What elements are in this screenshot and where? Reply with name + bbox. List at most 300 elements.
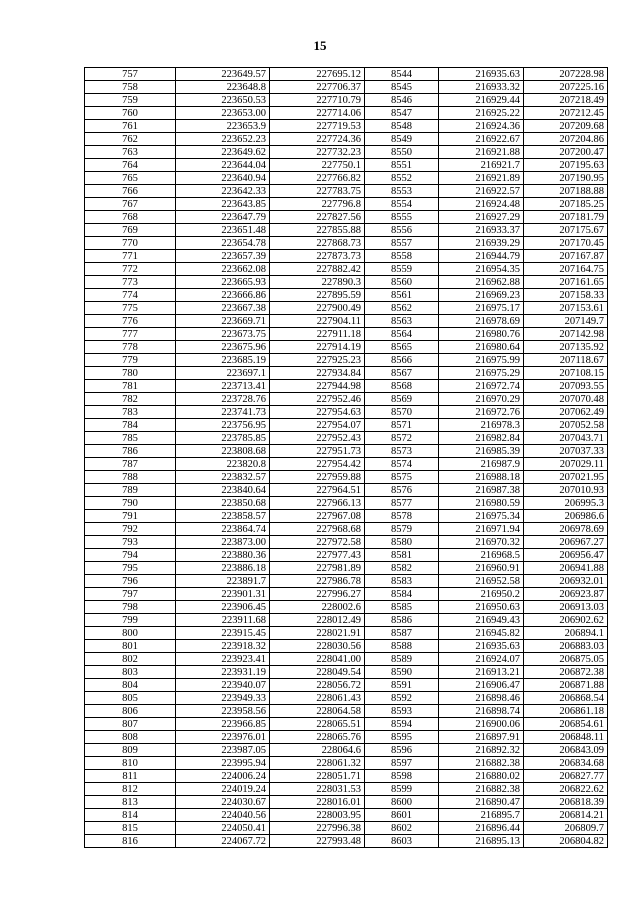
point-number-2-cell: 8581 — [365, 549, 439, 562]
point-number-cell: 776 — [85, 315, 176, 328]
table-row — [85, 692, 608, 705]
x-coordinate-cell: 224006.24 — [176, 770, 270, 783]
y-coordinate-2-cell: 207200.47 — [524, 146, 608, 159]
x-coordinate-cell: 223650.53 — [176, 94, 270, 107]
x-coordinate-2-cell: 216882.38 — [439, 783, 524, 796]
point-number-2-cell: 8582 — [365, 562, 439, 575]
y-coordinate-cell: 227951.73 — [270, 445, 365, 458]
point-number-2-cell: 8568 — [365, 380, 439, 393]
y-coordinate-2-cell: 206875.05 — [524, 653, 608, 666]
point-number-2-cell: 8544 — [365, 68, 439, 81]
point-number-cell: 783 — [85, 406, 176, 419]
x-coordinate-2-cell: 216913.21 — [439, 666, 524, 679]
x-coordinate-cell: 223995.94 — [176, 757, 270, 770]
table-row — [85, 770, 608, 783]
x-coordinate-2-cell: 216921.7 — [439, 159, 524, 172]
y-coordinate-cell: 228064.6 — [270, 744, 365, 757]
table-row — [85, 484, 608, 497]
x-coordinate-cell: 223648.8 — [176, 81, 270, 94]
point-number-cell: 793 — [85, 536, 176, 549]
point-number-2-cell: 8571 — [365, 419, 439, 432]
point-number-cell: 785 — [85, 432, 176, 445]
point-number-cell: 770 — [85, 237, 176, 250]
x-coordinate-2-cell: 216921.89 — [439, 172, 524, 185]
table-row — [85, 575, 608, 588]
point-number-2-cell: 8552 — [365, 172, 439, 185]
y-coordinate-2-cell: 207108.15 — [524, 367, 608, 380]
x-coordinate-cell: 223649.62 — [176, 146, 270, 159]
point-number-cell: 816 — [85, 835, 176, 848]
y-coordinate-cell: 227966.13 — [270, 497, 365, 510]
x-coordinate-2-cell: 216971.94 — [439, 523, 524, 536]
point-number-2-cell: 8603 — [365, 835, 439, 848]
table-row — [85, 419, 608, 432]
x-coordinate-2-cell: 216980.64 — [439, 341, 524, 354]
x-coordinate-2-cell: 216925.22 — [439, 107, 524, 120]
y-coordinate-2-cell: 206827.77 — [524, 770, 608, 783]
point-number-2-cell: 8567 — [365, 367, 439, 380]
x-coordinate-2-cell: 216880.02 — [439, 770, 524, 783]
table-row — [85, 796, 608, 809]
x-coordinate-cell: 223923.41 — [176, 653, 270, 666]
x-coordinate-2-cell: 216882.38 — [439, 757, 524, 770]
x-coordinate-2-cell: 216924.07 — [439, 653, 524, 666]
point-number-2-cell: 8549 — [365, 133, 439, 146]
point-number-2-cell: 8602 — [365, 822, 439, 835]
x-coordinate-2-cell: 216962.88 — [439, 276, 524, 289]
point-number-2-cell: 8596 — [365, 744, 439, 757]
table-row — [85, 705, 608, 718]
table-row — [85, 263, 608, 276]
y-coordinate-cell: 228056.72 — [270, 679, 365, 692]
y-coordinate-cell: 227977.43 — [270, 549, 365, 562]
x-coordinate-cell: 223662.08 — [176, 263, 270, 276]
point-number-cell: 794 — [85, 549, 176, 562]
point-number-cell: 804 — [85, 679, 176, 692]
point-number-2-cell: 8599 — [365, 783, 439, 796]
x-coordinate-2-cell: 216897.91 — [439, 731, 524, 744]
point-number-cell: 801 — [85, 640, 176, 653]
point-number-cell: 782 — [85, 393, 176, 406]
y-coordinate-cell: 228002.6 — [270, 601, 365, 614]
y-coordinate-2-cell: 207161.65 — [524, 276, 608, 289]
point-number-cell: 784 — [85, 419, 176, 432]
y-coordinate-2-cell: 207052.58 — [524, 419, 608, 432]
point-number-cell: 766 — [85, 185, 176, 198]
x-coordinate-cell: 223940.07 — [176, 679, 270, 692]
y-coordinate-cell: 228049.54 — [270, 666, 365, 679]
table-row — [85, 380, 608, 393]
x-coordinate-2-cell: 216987.38 — [439, 484, 524, 497]
table-row — [85, 536, 608, 549]
table-row — [85, 185, 608, 198]
y-coordinate-2-cell: 206822.62 — [524, 783, 608, 796]
y-coordinate-cell: 227766.82 — [270, 172, 365, 185]
y-coordinate-2-cell: 206804.82 — [524, 835, 608, 848]
table-row — [85, 107, 608, 120]
x-coordinate-cell: 224040.56 — [176, 809, 270, 822]
table-row — [85, 731, 608, 744]
table-row — [85, 393, 608, 406]
x-coordinate-2-cell: 216898.46 — [439, 692, 524, 705]
point-number-cell: 807 — [85, 718, 176, 731]
y-coordinate-cell: 227914.19 — [270, 341, 365, 354]
point-number-cell: 810 — [85, 757, 176, 770]
x-coordinate-2-cell: 216978.69 — [439, 315, 524, 328]
table-row — [85, 640, 608, 653]
point-number-2-cell: 8579 — [365, 523, 439, 536]
y-coordinate-2-cell: 207170.45 — [524, 237, 608, 250]
x-coordinate-cell: 223644.04 — [176, 159, 270, 172]
table-row — [85, 133, 608, 146]
y-coordinate-2-cell: 206923.87 — [524, 588, 608, 601]
y-coordinate-2-cell: 207062.49 — [524, 406, 608, 419]
x-coordinate-cell: 223915.45 — [176, 627, 270, 640]
x-coordinate-cell: 223901.31 — [176, 588, 270, 601]
x-coordinate-2-cell: 216975.29 — [439, 367, 524, 380]
x-coordinate-2-cell: 216982.84 — [439, 432, 524, 445]
point-number-cell: 811 — [85, 770, 176, 783]
point-number-2-cell: 8600 — [365, 796, 439, 809]
x-coordinate-2-cell: 216906.47 — [439, 679, 524, 692]
y-coordinate-2-cell: 207118.67 — [524, 354, 608, 367]
y-coordinate-cell: 227972.58 — [270, 536, 365, 549]
point-number-cell: 789 — [85, 484, 176, 497]
y-coordinate-cell: 227750.1 — [270, 159, 365, 172]
y-coordinate-2-cell: 206894.1 — [524, 627, 608, 640]
x-coordinate-2-cell: 216980.76 — [439, 328, 524, 341]
y-coordinate-cell: 227695.12 — [270, 68, 365, 81]
coordinates-table — [84, 67, 608, 848]
point-number-cell: 790 — [85, 497, 176, 510]
x-coordinate-cell: 223966.85 — [176, 718, 270, 731]
x-coordinate-2-cell: 216933.32 — [439, 81, 524, 94]
x-coordinate-2-cell: 216895.13 — [439, 835, 524, 848]
y-coordinate-2-cell: 207190.95 — [524, 172, 608, 185]
point-number-cell: 761 — [85, 120, 176, 133]
point-number-cell: 808 — [85, 731, 176, 744]
x-coordinate-cell: 223643.85 — [176, 198, 270, 211]
y-coordinate-cell: 228021.91 — [270, 627, 365, 640]
x-coordinate-cell: 223647.79 — [176, 211, 270, 224]
table-row — [85, 809, 608, 822]
x-coordinate-2-cell: 216927.29 — [439, 211, 524, 224]
y-coordinate-2-cell: 207204.86 — [524, 133, 608, 146]
y-coordinate-2-cell: 207093.55 — [524, 380, 608, 393]
x-coordinate-2-cell: 216968.5 — [439, 549, 524, 562]
y-coordinate-2-cell: 206967.27 — [524, 536, 608, 549]
y-coordinate-cell: 227855.88 — [270, 224, 365, 237]
table-row — [85, 835, 608, 848]
y-coordinate-2-cell: 207188.88 — [524, 185, 608, 198]
y-coordinate-2-cell: 207167.87 — [524, 250, 608, 263]
table-row — [85, 237, 608, 250]
x-coordinate-2-cell: 216935.63 — [439, 640, 524, 653]
point-number-2-cell: 8601 — [365, 809, 439, 822]
table-row — [85, 458, 608, 471]
y-coordinate-2-cell: 207149.7 — [524, 315, 608, 328]
table-row — [85, 211, 608, 224]
x-coordinate-cell: 223666.86 — [176, 289, 270, 302]
point-number-cell: 814 — [85, 809, 176, 822]
x-coordinate-cell: 224019.24 — [176, 783, 270, 796]
table-row — [85, 120, 608, 133]
point-number-2-cell: 8548 — [365, 120, 439, 133]
x-coordinate-cell: 223864.74 — [176, 523, 270, 536]
y-coordinate-cell: 227964.51 — [270, 484, 365, 497]
point-number-2-cell: 8577 — [365, 497, 439, 510]
table-row — [85, 250, 608, 263]
point-number-cell: 762 — [85, 133, 176, 146]
x-coordinate-cell: 223820.8 — [176, 458, 270, 471]
y-coordinate-cell: 227911.18 — [270, 328, 365, 341]
point-number-cell: 809 — [85, 744, 176, 757]
table-row — [85, 354, 608, 367]
y-coordinate-2-cell: 206818.39 — [524, 796, 608, 809]
point-number-cell: 787 — [85, 458, 176, 471]
y-coordinate-cell: 227981.89 — [270, 562, 365, 575]
y-coordinate-cell: 228030.56 — [270, 640, 365, 653]
point-number-2-cell: 8555 — [365, 211, 439, 224]
table-row — [85, 549, 608, 562]
table-row — [85, 367, 608, 380]
point-number-2-cell: 8590 — [365, 666, 439, 679]
point-number-cell: 773 — [85, 276, 176, 289]
point-number-2-cell: 8598 — [365, 770, 439, 783]
point-number-cell: 765 — [85, 172, 176, 185]
y-coordinate-cell: 227968.68 — [270, 523, 365, 536]
y-coordinate-cell: 227952.46 — [270, 393, 365, 406]
y-coordinate-cell: 227714.06 — [270, 107, 365, 120]
point-number-2-cell: 8585 — [365, 601, 439, 614]
table-row — [85, 588, 608, 601]
point-number-2-cell: 8593 — [365, 705, 439, 718]
y-coordinate-2-cell: 206956.47 — [524, 549, 608, 562]
table-row — [85, 718, 608, 731]
y-coordinate-cell: 227882.42 — [270, 263, 365, 276]
y-coordinate-cell: 227925.23 — [270, 354, 365, 367]
point-number-2-cell: 8570 — [365, 406, 439, 419]
y-coordinate-2-cell: 206843.09 — [524, 744, 608, 757]
x-coordinate-cell: 223697.1 — [176, 367, 270, 380]
y-coordinate-cell: 228065.51 — [270, 718, 365, 731]
x-coordinate-2-cell: 216950.2 — [439, 588, 524, 601]
table-row — [85, 523, 608, 536]
x-coordinate-2-cell: 216892.32 — [439, 744, 524, 757]
point-number-2-cell: 8560 — [365, 276, 439, 289]
table-row — [85, 198, 608, 211]
x-coordinate-cell: 223669.71 — [176, 315, 270, 328]
y-coordinate-2-cell: 207029.11 — [524, 458, 608, 471]
x-coordinate-cell: 223667.38 — [176, 302, 270, 315]
y-coordinate-cell: 227986.78 — [270, 575, 365, 588]
y-coordinate-2-cell: 207212.45 — [524, 107, 608, 120]
x-coordinate-2-cell: 216950.63 — [439, 601, 524, 614]
x-coordinate-cell: 223640.94 — [176, 172, 270, 185]
y-coordinate-cell: 228064.58 — [270, 705, 365, 718]
x-coordinate-cell: 223840.64 — [176, 484, 270, 497]
y-coordinate-cell: 228003.95 — [270, 809, 365, 822]
x-coordinate-cell: 223653.9 — [176, 120, 270, 133]
table-row — [85, 510, 608, 523]
point-number-cell: 771 — [85, 250, 176, 263]
point-number-2-cell: 8578 — [365, 510, 439, 523]
point-number-cell: 777 — [85, 328, 176, 341]
point-number-cell: 800 — [85, 627, 176, 640]
x-coordinate-cell: 223880.36 — [176, 549, 270, 562]
point-number-cell: 767 — [85, 198, 176, 211]
y-coordinate-cell: 227710.79 — [270, 94, 365, 107]
x-coordinate-cell: 223832.57 — [176, 471, 270, 484]
table-row — [85, 679, 608, 692]
point-number-2-cell: 8594 — [365, 718, 439, 731]
table-row — [85, 315, 608, 328]
point-number-2-cell: 8566 — [365, 354, 439, 367]
table-row — [85, 276, 608, 289]
y-coordinate-cell: 227904.11 — [270, 315, 365, 328]
point-number-2-cell: 8597 — [365, 757, 439, 770]
y-coordinate-cell: 227954.07 — [270, 419, 365, 432]
point-number-2-cell: 8553 — [365, 185, 439, 198]
y-coordinate-2-cell: 207225.16 — [524, 81, 608, 94]
point-number-cell: 806 — [85, 705, 176, 718]
point-number-cell: 768 — [85, 211, 176, 224]
table-row — [85, 445, 608, 458]
point-number-cell: 775 — [85, 302, 176, 315]
x-coordinate-cell: 223918.32 — [176, 640, 270, 653]
x-coordinate-2-cell: 216935.63 — [439, 68, 524, 81]
y-coordinate-cell: 227967.08 — [270, 510, 365, 523]
x-coordinate-2-cell: 216933.37 — [439, 224, 524, 237]
point-number-2-cell: 8575 — [365, 471, 439, 484]
point-number-cell: 778 — [85, 341, 176, 354]
table-row — [85, 289, 608, 302]
point-number-cell: 764 — [85, 159, 176, 172]
point-number-cell: 758 — [85, 81, 176, 94]
x-coordinate-2-cell: 216922.67 — [439, 133, 524, 146]
point-number-2-cell: 8550 — [365, 146, 439, 159]
y-coordinate-cell: 227959.88 — [270, 471, 365, 484]
table-row — [85, 328, 608, 341]
point-number-2-cell: 8551 — [365, 159, 439, 172]
point-number-2-cell: 8561 — [365, 289, 439, 302]
y-coordinate-2-cell: 206995.3 — [524, 497, 608, 510]
table-row — [85, 822, 608, 835]
table-row — [85, 341, 608, 354]
point-number-2-cell: 8587 — [365, 627, 439, 640]
x-coordinate-cell: 224067.72 — [176, 835, 270, 848]
point-number-2-cell: 8565 — [365, 341, 439, 354]
point-number-cell: 805 — [85, 692, 176, 705]
point-number-2-cell: 8576 — [365, 484, 439, 497]
y-coordinate-2-cell: 207021.95 — [524, 471, 608, 484]
point-number-2-cell: 8580 — [365, 536, 439, 549]
y-coordinate-2-cell: 207153.61 — [524, 302, 608, 315]
x-coordinate-cell: 223906.45 — [176, 601, 270, 614]
y-coordinate-cell: 227954.42 — [270, 458, 365, 471]
point-number-cell: 813 — [85, 796, 176, 809]
y-coordinate-2-cell: 206913.03 — [524, 601, 608, 614]
x-coordinate-cell: 223642.33 — [176, 185, 270, 198]
point-number-cell: 772 — [85, 263, 176, 276]
table-row — [85, 406, 608, 419]
y-coordinate-cell: 227944.98 — [270, 380, 365, 393]
y-coordinate-2-cell: 207164.75 — [524, 263, 608, 276]
y-coordinate-2-cell: 207135.92 — [524, 341, 608, 354]
point-number-2-cell: 8554 — [365, 198, 439, 211]
x-coordinate-cell: 223657.39 — [176, 250, 270, 263]
point-number-cell: 796 — [85, 575, 176, 588]
x-coordinate-2-cell: 216895.7 — [439, 809, 524, 822]
x-coordinate-2-cell: 216952.58 — [439, 575, 524, 588]
y-coordinate-2-cell: 206932.01 — [524, 575, 608, 588]
x-coordinate-cell: 223949.33 — [176, 692, 270, 705]
y-coordinate-2-cell: 207037.33 — [524, 445, 608, 458]
y-coordinate-cell: 227724.36 — [270, 133, 365, 146]
x-coordinate-cell: 224050.41 — [176, 822, 270, 835]
y-coordinate-cell: 227719.53 — [270, 120, 365, 133]
y-coordinate-cell: 227900.49 — [270, 302, 365, 315]
x-coordinate-cell: 223673.75 — [176, 328, 270, 341]
x-coordinate-2-cell: 216898.74 — [439, 705, 524, 718]
y-coordinate-cell: 227706.37 — [270, 81, 365, 94]
point-number-cell: 763 — [85, 146, 176, 159]
point-number-cell: 760 — [85, 107, 176, 120]
table-row — [85, 302, 608, 315]
y-coordinate-2-cell: 206814.21 — [524, 809, 608, 822]
y-coordinate-2-cell: 206861.18 — [524, 705, 608, 718]
y-coordinate-2-cell: 206902.62 — [524, 614, 608, 627]
x-coordinate-cell: 224030.67 — [176, 796, 270, 809]
x-coordinate-2-cell: 216900.06 — [439, 718, 524, 731]
point-number-2-cell: 8557 — [365, 237, 439, 250]
point-number-2-cell: 8564 — [365, 328, 439, 341]
x-coordinate-2-cell: 216896.44 — [439, 822, 524, 835]
x-coordinate-2-cell: 216980.59 — [439, 497, 524, 510]
x-coordinate-2-cell: 216945.82 — [439, 627, 524, 640]
point-number-2-cell: 8563 — [365, 315, 439, 328]
x-coordinate-cell: 223713.41 — [176, 380, 270, 393]
x-coordinate-cell: 223850.68 — [176, 497, 270, 510]
x-coordinate-cell: 223858.57 — [176, 510, 270, 523]
point-number-2-cell: 8583 — [365, 575, 439, 588]
x-coordinate-2-cell: 216978.3 — [439, 419, 524, 432]
x-coordinate-cell: 223654.78 — [176, 237, 270, 250]
y-coordinate-cell: 227890.3 — [270, 276, 365, 289]
x-coordinate-2-cell: 216960.91 — [439, 562, 524, 575]
y-coordinate-cell: 227993.48 — [270, 835, 365, 848]
point-number-cell: 786 — [85, 445, 176, 458]
y-coordinate-cell: 227783.75 — [270, 185, 365, 198]
point-number-cell: 780 — [85, 367, 176, 380]
y-coordinate-2-cell: 207181.79 — [524, 211, 608, 224]
x-coordinate-cell: 223886.18 — [176, 562, 270, 575]
x-coordinate-cell: 223873.00 — [176, 536, 270, 549]
page-number: 15 — [313, 38, 327, 53]
x-coordinate-2-cell: 216949.43 — [439, 614, 524, 627]
x-coordinate-cell: 223987.05 — [176, 744, 270, 757]
y-coordinate-cell: 227873.73 — [270, 250, 365, 263]
point-number-cell: 779 — [85, 354, 176, 367]
table-row — [85, 146, 608, 159]
y-coordinate-2-cell: 207043.71 — [524, 432, 608, 445]
point-number-cell: 792 — [85, 523, 176, 536]
point-number-cell: 802 — [85, 653, 176, 666]
x-coordinate-2-cell: 216890.47 — [439, 796, 524, 809]
point-number-2-cell: 8559 — [365, 263, 439, 276]
x-coordinate-cell: 223653.00 — [176, 107, 270, 120]
point-number-2-cell: 8589 — [365, 653, 439, 666]
